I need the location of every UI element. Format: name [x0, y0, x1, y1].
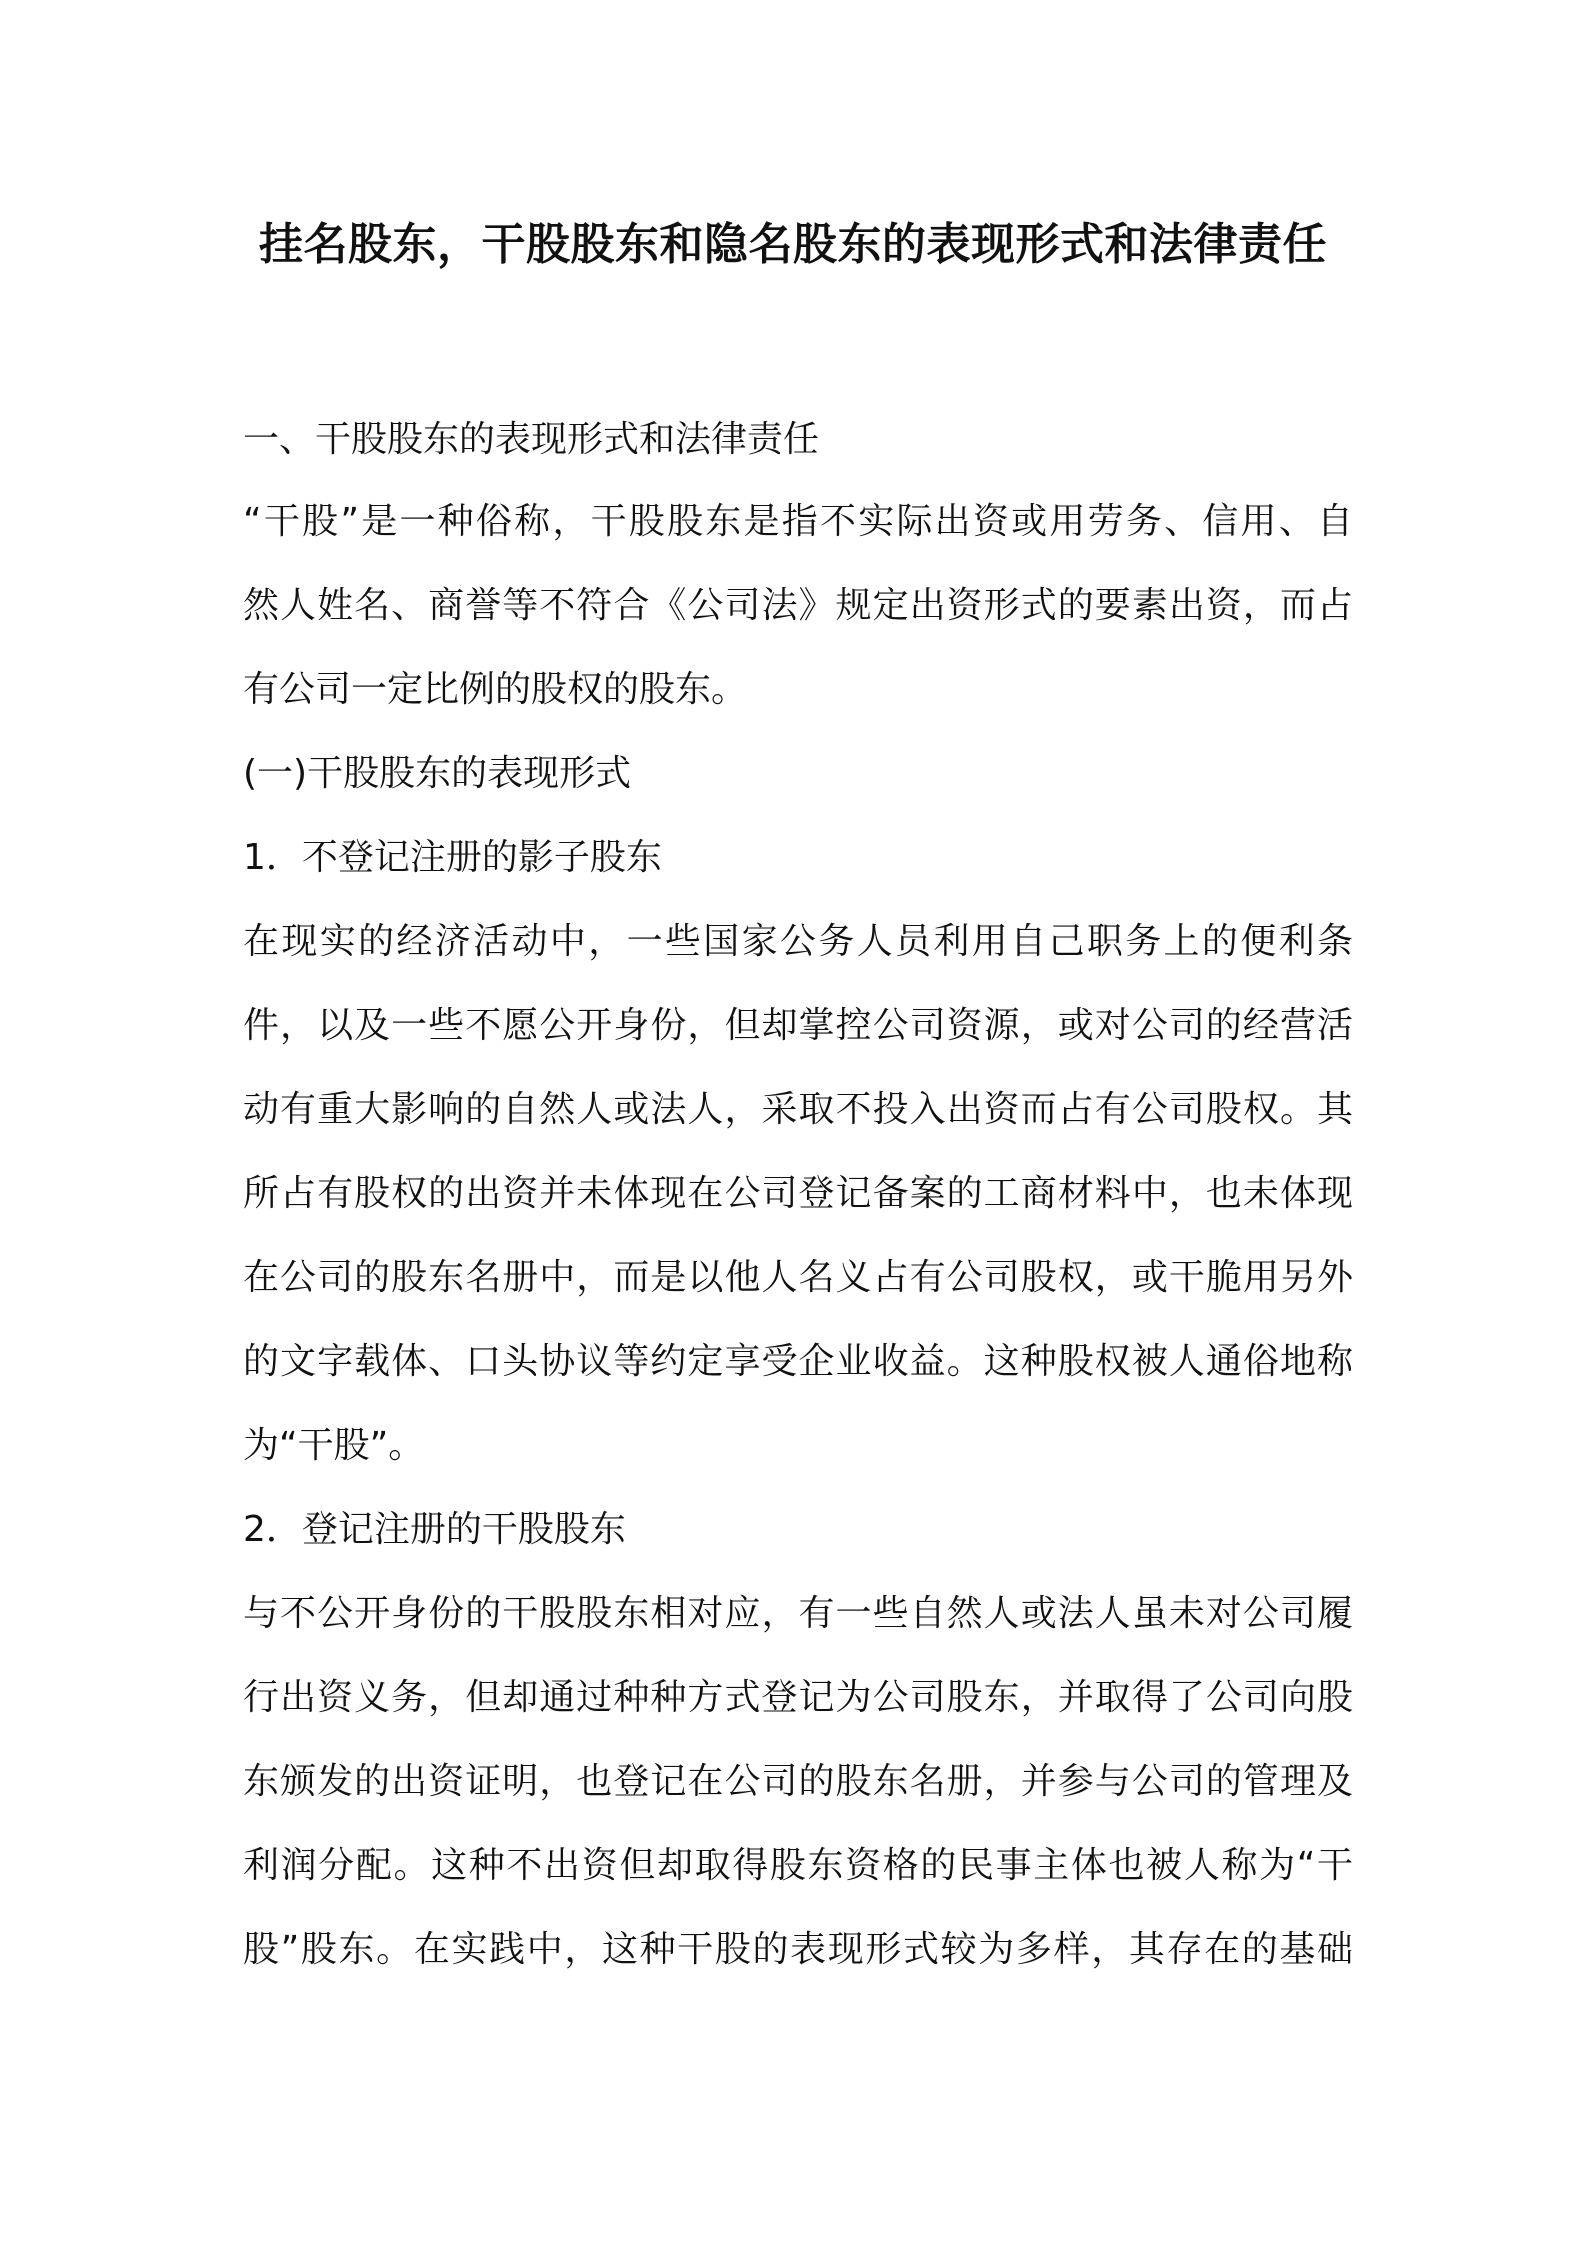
- body-line: 为“干股”。: [243, 1425, 425, 1466]
- section-heading-1: 一、干股股东的表现形式和法律责任: [243, 419, 820, 460]
- item-heading-2: 2．登记注册的干股股东: [243, 1509, 626, 1550]
- document-title: 挂名股东，干股股东和隐名股东的表现形式和法律责任: [259, 219, 1327, 270]
- body-line: 行出资义务，但却通过种种方式登记为公司股东，并取得了公司向股: [243, 1677, 1353, 1718]
- body-line: 利润分配。这种不出资但却取得股东资格的民事主体也被人称为“干: [243, 1845, 1353, 1886]
- body-line: 动有重大影响的自然人或法人，采取不投入出资而占有公司股权。其: [243, 1089, 1353, 1130]
- body-line: 有公司一定比例的股权的股东。: [243, 669, 748, 710]
- body-line: “干股”是一种俗称，干股股东是指不实际出资或用劳务、信用、自: [243, 501, 1353, 542]
- body-line: 然人姓名、商誉等不符合《公司法》规定出资形式的要素出资，而占: [243, 585, 1353, 626]
- body-line: 件，以及一些不愿公开身份，但却掌控公司资源，或对公司的经营活: [243, 1005, 1353, 1046]
- item-heading-1: 1．不登记注册的影子股东: [243, 837, 662, 878]
- body-line: 与不公开身份的干股股东相对应，有一些自然人或法人虽未对公司履: [243, 1593, 1353, 1634]
- subsection-heading: (一)干股股东的表现形式: [243, 753, 632, 794]
- body-line: 东颁发的出资证明，也登记在公司的股东名册，并参与公司的管理及: [243, 1761, 1353, 1802]
- body-line: 股”股东。在实践中，这种干股的表现形式较为多样，其存在的基础: [243, 1929, 1353, 1970]
- body-line: 在现实的经济活动中，一些国家公务人员利用自己职务上的便利条: [243, 921, 1353, 962]
- body-line: 的文字载体、口头协议等约定享受企业收益。这种股权被人通俗地称: [243, 1341, 1353, 1382]
- body-line: 所占有股权的出资并未体现在公司登记备案的工商材料中，也未体现: [243, 1173, 1353, 1214]
- body-line: 在公司的股东名册中，而是以他人名义占有公司股权，或干脆用另外: [243, 1257, 1353, 1298]
